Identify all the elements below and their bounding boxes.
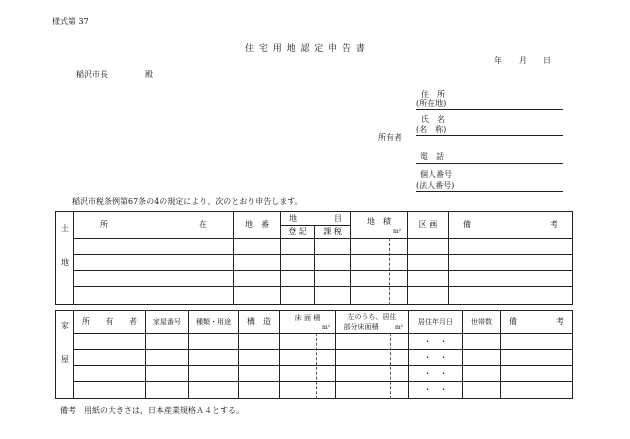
residence-date-placeholder: ・ ・ [423,336,448,346]
footnote: 備考 用紙の大きさは，日本産業規格Ａ４とする。 [60,406,244,415]
house-header-remarks: 備 考 [509,317,564,326]
name-sub-label: (名 称) [416,125,447,134]
land-header-area-unit: m² [392,228,402,235]
land-row[interactable] [74,239,572,254]
address-label: 住 所 [421,90,445,99]
house-row[interactable] [74,334,572,349]
land-header-remarks: 備 考 [463,220,558,229]
name-label: 氏 名 [421,115,445,124]
house-row[interactable] [74,366,572,381]
phone-field[interactable] [416,163,563,164]
house-header-floor-area-unit: m² [321,324,331,331]
house-header-house-number: 家屋番号 [153,317,181,326]
residence-date-placeholder: ・ ・ [423,368,448,378]
land-header-land-category: 地 目 [289,213,342,223]
id-label: 個人番号 [420,170,452,179]
address-sub-label: (所在地) [416,99,447,108]
land-row[interactable] [74,255,572,270]
house-row[interactable] [74,382,572,398]
phone-label: 電 話 [420,152,444,161]
house-header-residential-area-sub: 部分床面積 [343,322,379,331]
id-sub-label: (法人番号) [416,181,455,190]
residence-date-placeholder: ・ ・ [423,385,448,394]
addressee-honorific: 殿 [145,70,153,79]
id-number-field[interactable] [416,191,563,192]
date-day-label: 日 [543,56,551,65]
house-side-label: 家屋 [60,320,70,389]
house-header-residential-area-unit: m² [394,324,404,331]
date-year-label: 年 [494,56,502,65]
land-row[interactable] [74,287,572,304]
land-header-taxed: 課 税 [323,227,342,236]
house-header-residential-area: 左のうち、居住 [347,312,397,321]
land-row[interactable] [74,271,572,286]
land-header-location: 所 在 [100,220,207,229]
date-month-label: 月 [519,56,527,65]
house-header-owner: 所 有 者 [82,317,137,326]
land-header-area: 地 積 [367,217,391,226]
form-number: 様式第 37 [52,17,89,26]
house-row[interactable] [74,350,572,365]
residence-date-placeholder: ・ ・ [423,352,448,362]
addressee-name: 稲沢市長 [76,70,108,79]
house-header-households: 世帯数 [471,317,492,326]
name-field[interactable] [416,135,563,136]
land-header-lot-number: 地 番 [245,220,269,229]
page-title: 住 宅 用 地 認 定 申 告 書 [245,44,366,54]
address-field[interactable] [416,109,563,110]
land-header-zone: 区 画 [418,220,438,229]
land-side-label: 土地 [60,224,70,292]
house-header-structure: 構 造 [247,317,271,326]
land-header-registered: 登 記 [288,227,307,236]
owner-section-label: 所有者 [378,133,402,142]
house-header-type-use: 種類・用途 [196,317,231,326]
house-header-floor-area: 床 面 積 [294,313,321,322]
statement-text: 稲沢市税条例第67条の4の規定により、次のとおり申告します。 [72,197,303,206]
house-header-residence-date: 居住年月日 [418,317,453,326]
